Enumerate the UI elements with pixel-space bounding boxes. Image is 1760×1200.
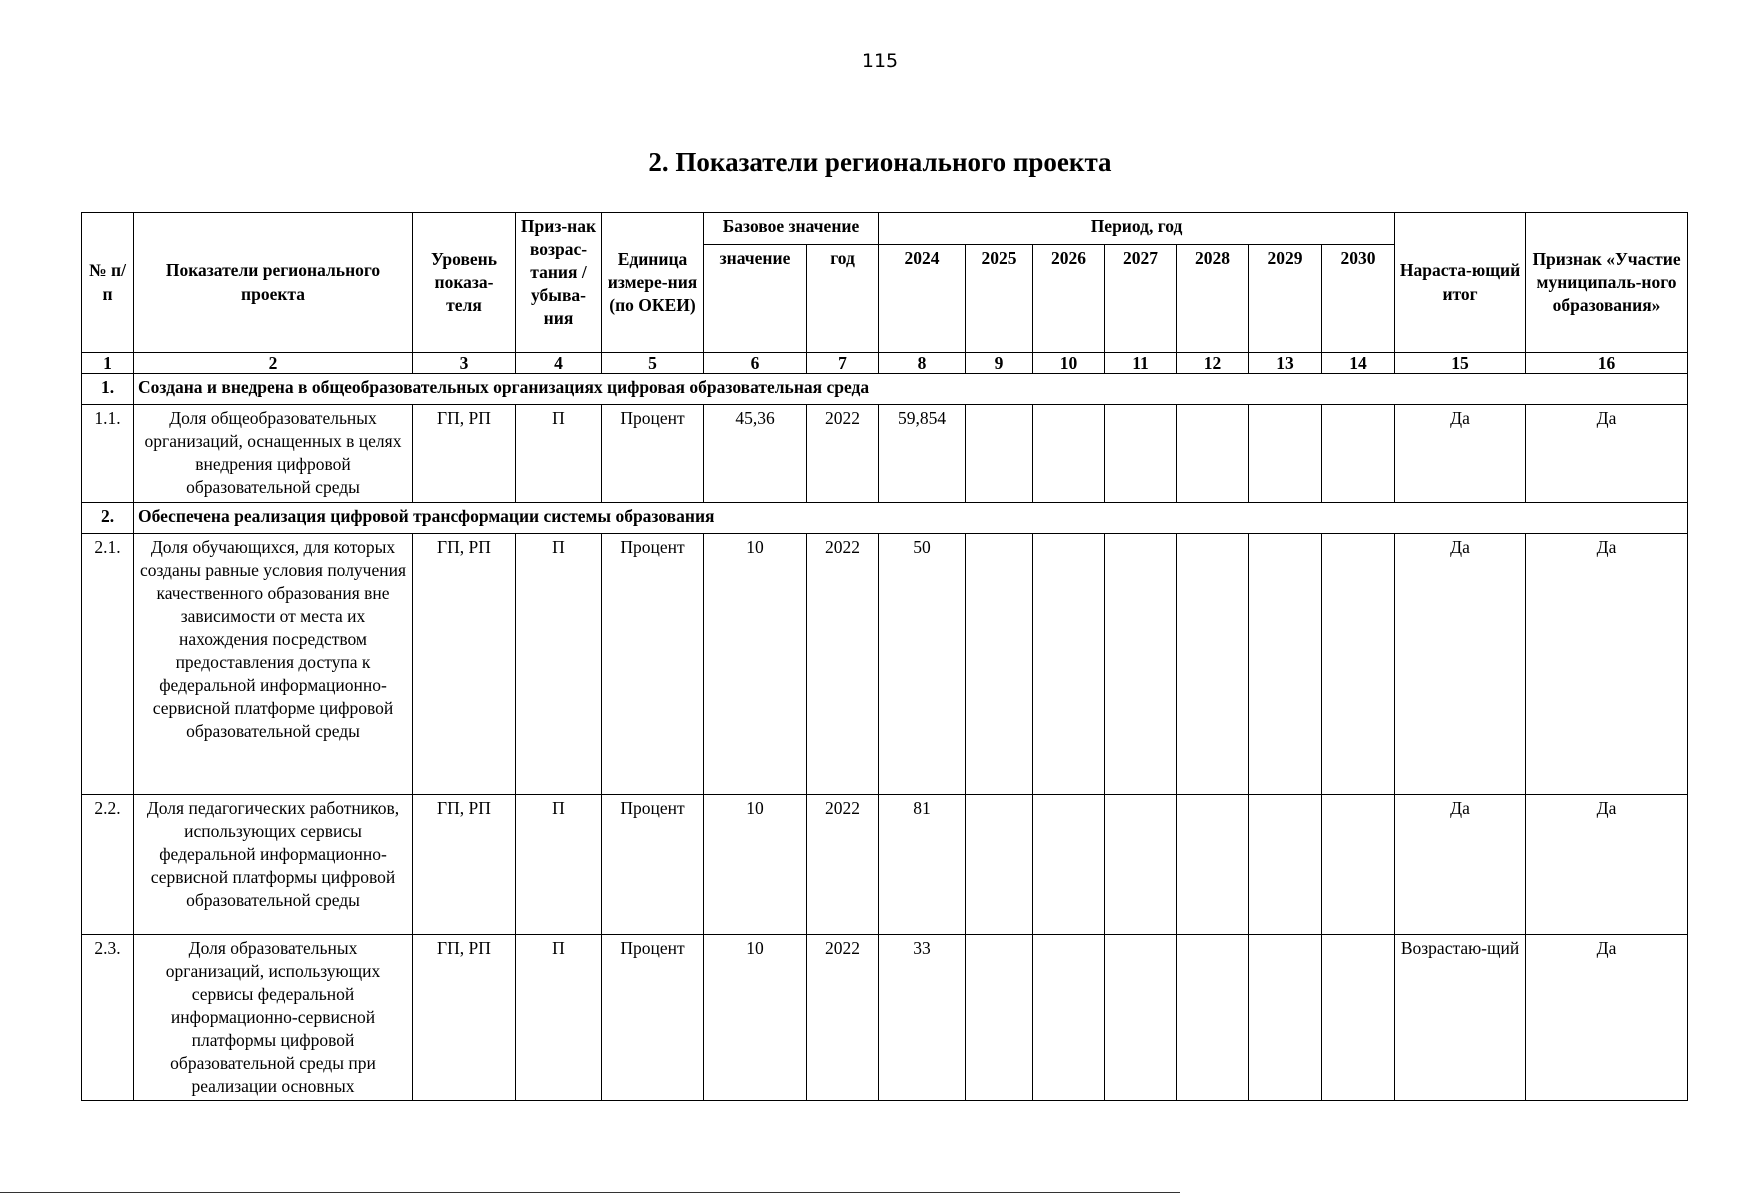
row-level: ГП, РП: [413, 533, 516, 794]
row-value-2029: [1249, 405, 1322, 502]
row-value-2029: [1249, 794, 1322, 934]
header-cumulative: Нараста-ющий итог: [1395, 213, 1526, 353]
row-municipal: Да: [1526, 934, 1688, 1101]
row-level: ГП, РП: [413, 934, 516, 1101]
row-value-2024: 50: [879, 533, 966, 794]
row-trend: П: [516, 533, 602, 794]
section-row: [82, 374, 1688, 405]
row-value-2027: [1105, 794, 1177, 934]
footer-divider: [0, 1192, 1180, 1193]
header-period-group: Период, год: [879, 213, 1395, 245]
column-number: 12: [1177, 353, 1249, 374]
row-value-2030: [1322, 533, 1395, 794]
row-value-2030: [1322, 794, 1395, 934]
section-num: 2.: [82, 502, 134, 533]
row-cumulative: Да: [1395, 794, 1526, 934]
row-value-2026: [1033, 794, 1105, 934]
column-number: 16: [1526, 353, 1688, 374]
column-number: 4: [516, 353, 602, 374]
row-base-value: 45,36: [704, 405, 807, 502]
row-trend: П: [516, 934, 602, 1101]
row-base-value: 10: [704, 533, 807, 794]
header-indicator: Показатели регионального проекта: [134, 213, 413, 353]
header-year-2027: 2027: [1105, 245, 1177, 353]
row-cumulative: Да: [1395, 405, 1526, 502]
row-indicator: Доля педагогических работников, использующих сервисы федеральной информационно-сервисной платформы цифровой образовательной среды: [134, 794, 413, 934]
row-value-2024: 81: [879, 794, 966, 934]
row-value-2030: [1322, 405, 1395, 502]
row-trend: П: [516, 405, 602, 502]
column-number: 2: [134, 353, 413, 374]
section-num: 1.: [82, 374, 134, 405]
row-num: 2.1.: [82, 533, 134, 794]
row-unit: Процент: [602, 533, 704, 794]
row-value-2025: [966, 405, 1033, 502]
row-indicator: Доля общеобразовательных организаций, оснащенных в целях внедрения цифровой образовательной среды: [134, 405, 413, 502]
row-value-2025: [966, 533, 1033, 794]
column-number: 9: [966, 353, 1033, 374]
table-row: [82, 405, 1688, 502]
header-num: № п/п: [82, 213, 134, 353]
row-base-year: 2022: [807, 405, 879, 502]
column-number: 10: [1033, 353, 1105, 374]
header-base-year: год: [807, 245, 879, 353]
column-number: 15: [1395, 353, 1526, 374]
row-value-2025: [966, 934, 1033, 1101]
page-number: 115: [861, 50, 899, 72]
column-numbers-row: [82, 353, 1688, 374]
row-indicator: Доля образовательных организаций, использующих сервисы федеральной информационно-сервисной платформы цифровой образовательной среды при реализации основных: [134, 934, 413, 1101]
header-base-value: значение: [704, 245, 807, 353]
row-value-2030: [1322, 934, 1395, 1101]
column-number: 11: [1105, 353, 1177, 374]
header-year-2029: 2029: [1249, 245, 1322, 353]
header-year-2030: 2030: [1322, 245, 1395, 353]
column-number: 8: [879, 353, 966, 374]
row-level: ГП, РП: [413, 794, 516, 934]
column-number: 13: [1249, 353, 1322, 374]
header-year-2028: 2028: [1177, 245, 1249, 353]
header-year-2026: 2026: [1033, 245, 1105, 353]
header-year-2024: 2024: [879, 245, 966, 353]
column-number: 14: [1322, 353, 1395, 374]
column-number: 7: [807, 353, 879, 374]
row-indicator: Доля обучающихся, для которых созданы равные условия получения качественного образования вне зависимости от места их нахождения посредством предоставления доступа к федеральной информационно-сервисной платформе цифровой образовательной среды: [134, 533, 413, 794]
header-base-group: Базовое значение: [704, 213, 879, 245]
row-value-2027: [1105, 934, 1177, 1101]
row-unit: Процент: [602, 794, 704, 934]
table-row: [82, 934, 1688, 1101]
row-base-year: 2022: [807, 533, 879, 794]
row-value-2026: [1033, 934, 1105, 1101]
row-value-2028: [1177, 934, 1249, 1101]
document-title: 2. Показатели регионального проекта: [648, 147, 1112, 177]
header-unit: Единица измере-ния (по ОКЕИ): [602, 213, 704, 353]
row-value-2027: [1105, 405, 1177, 502]
row-municipal: Да: [1526, 794, 1688, 934]
table-row: [82, 794, 1688, 934]
row-value-2025: [966, 794, 1033, 934]
column-number: 1: [82, 353, 134, 374]
header-municipal: Признак «Участие муниципаль-ного образования»: [1526, 213, 1688, 353]
row-value-2024: 59,854: [879, 405, 966, 502]
row-municipal: Да: [1526, 533, 1688, 794]
section-row: [82, 502, 1688, 533]
header-year-2025: 2025: [966, 245, 1033, 353]
row-value-2028: [1177, 794, 1249, 934]
row-num: 2.3.: [82, 934, 134, 1101]
row-value-2026: [1033, 533, 1105, 794]
row-value-2028: [1177, 405, 1249, 502]
row-base-year: 2022: [807, 794, 879, 934]
row-value-2026: [1033, 405, 1105, 502]
row-unit: Процент: [602, 934, 704, 1101]
section-title: Создана и внедрена в общеобразовательных организациях цифровая образовательная среда: [134, 374, 1688, 405]
section-title: Обеспечена реализация цифровой трансформации системы образования: [134, 502, 1688, 533]
row-cumulative: Возрастаю-щий: [1395, 934, 1526, 1101]
header-level: Уровень показа-теля: [413, 213, 516, 353]
row-value-2029: [1249, 533, 1322, 794]
row-num: 2.2.: [82, 794, 134, 934]
row-municipal: Да: [1526, 405, 1688, 502]
row-value-2029: [1249, 934, 1322, 1101]
header-trend: Приз-нак возрас-тания / убыва-ния: [516, 213, 602, 353]
row-value-2027: [1105, 533, 1177, 794]
row-cumulative: Да: [1395, 533, 1526, 794]
row-num: 1.1.: [82, 405, 134, 502]
indicators-table: [81, 212, 1688, 1101]
column-number: 6: [704, 353, 807, 374]
row-unit: Процент: [602, 405, 704, 502]
table-row: [82, 533, 1688, 794]
row-base-year: 2022: [807, 934, 879, 1101]
column-number: 3: [413, 353, 516, 374]
row-value-2028: [1177, 533, 1249, 794]
row-value-2024: 33: [879, 934, 966, 1101]
row-base-value: 10: [704, 794, 807, 934]
row-trend: П: [516, 794, 602, 934]
column-number: 5: [602, 353, 704, 374]
row-base-value: 10: [704, 934, 807, 1101]
row-level: ГП, РП: [413, 405, 516, 502]
